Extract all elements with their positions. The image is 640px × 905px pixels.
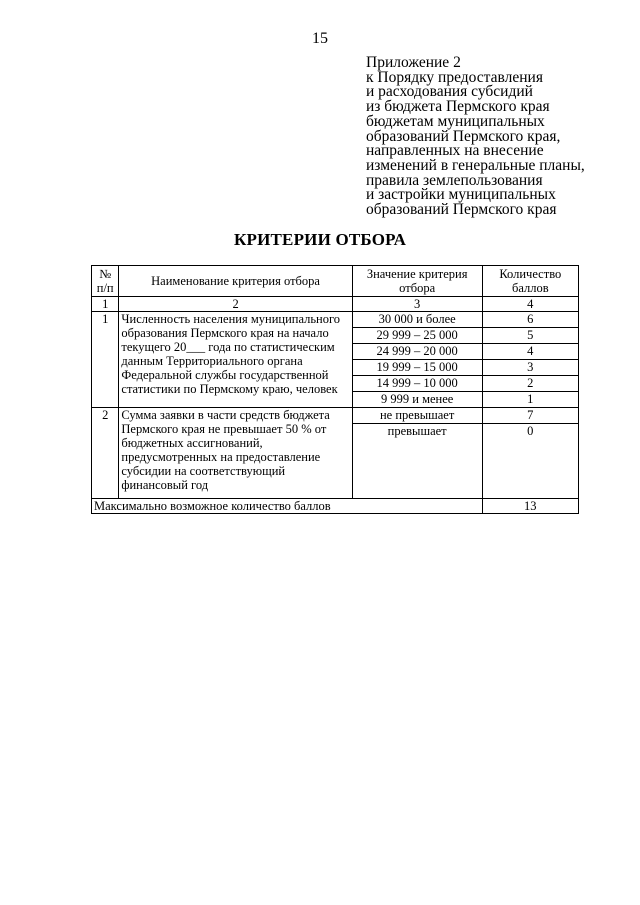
column-number: 2	[119, 297, 352, 312]
table-row	[92, 408, 579, 424]
criterion-value: не превышает	[352, 408, 482, 424]
header-criterion-name: Наименование критерия отбора	[119, 266, 352, 297]
appendix-line: правила землепользования	[366, 171, 543, 189]
criterion-value: 24 999 – 20 000	[352, 344, 482, 360]
criterion-number: 2	[92, 408, 119, 499]
page-number: 15	[312, 30, 328, 47]
appendix-line: Приложение 2	[366, 54, 461, 71]
appendix-line: бюджетам муниципальных	[366, 112, 545, 130]
criterion-value: превышает	[352, 424, 482, 499]
appendix-line: и застройки муниципальных	[366, 186, 556, 204]
appendix-line: и расходования субсидий	[366, 83, 533, 101]
criteria-table	[91, 265, 579, 514]
criterion-value: 19 999 – 15 000	[352, 360, 482, 376]
appendix-line: образований Пермского края,	[366, 127, 561, 145]
column-number: 1	[92, 297, 119, 312]
criterion-value: 29 999 – 25 000	[352, 328, 482, 344]
document-title: КРИТЕРИИ ОТБОРА	[233, 230, 407, 249]
criterion-value: 30 000 и более	[352, 312, 482, 328]
criterion-value: 14 999 – 10 000	[352, 376, 482, 392]
appendix-line: направленных на внесение	[366, 142, 544, 160]
criterion-points: 2	[482, 376, 578, 392]
total-label: Максимально возможное количество баллов	[92, 499, 483, 514]
appendix-line: из бюджета Пермского края	[366, 98, 550, 116]
table-header-row	[92, 266, 579, 297]
total-row	[92, 499, 579, 514]
header-criterion-value: Значение критерия отбора	[352, 266, 482, 297]
criterion-points: 0	[482, 424, 578, 499]
column-number: 4	[482, 297, 578, 312]
criterion-points: 6	[482, 312, 578, 328]
criterion-number: 1	[92, 312, 119, 408]
column-number: 3	[352, 297, 482, 312]
criterion-points: 3	[482, 360, 578, 376]
criterion-points: 4	[482, 344, 578, 360]
total-points: 13	[482, 499, 578, 514]
column-numbering-row	[92, 297, 579, 312]
criterion-name: Численность населения муниципального образования Пермского края на начало текущего 20___ года по статистическим данным Территориального органа Федеральной службы государственной статистики по Пермскому краю, человек	[119, 312, 352, 408]
criterion-points: 7	[482, 408, 578, 424]
appendix-line: к Порядку предоставления	[366, 68, 543, 86]
header-points: Количество баллов	[482, 266, 578, 297]
header-number: № п/п	[92, 266, 119, 297]
criterion-points: 1	[482, 392, 578, 408]
criterion-value: 9 999 и менее	[352, 392, 482, 408]
criterion-name: Сумма заявки в части средств бюджета Пермского края не превышает 50 % от бюджетных ассигнований, предусмотренных на предоставление субсидии на соответствующий финансовый год	[119, 408, 352, 499]
appendix-line: образований Пермского края	[366, 201, 557, 219]
appendix-line: изменений в генеральные планы,	[366, 156, 585, 174]
appendix-block	[366, 56, 636, 218]
criterion-points: 5	[482, 328, 578, 344]
table-row	[92, 312, 579, 328]
